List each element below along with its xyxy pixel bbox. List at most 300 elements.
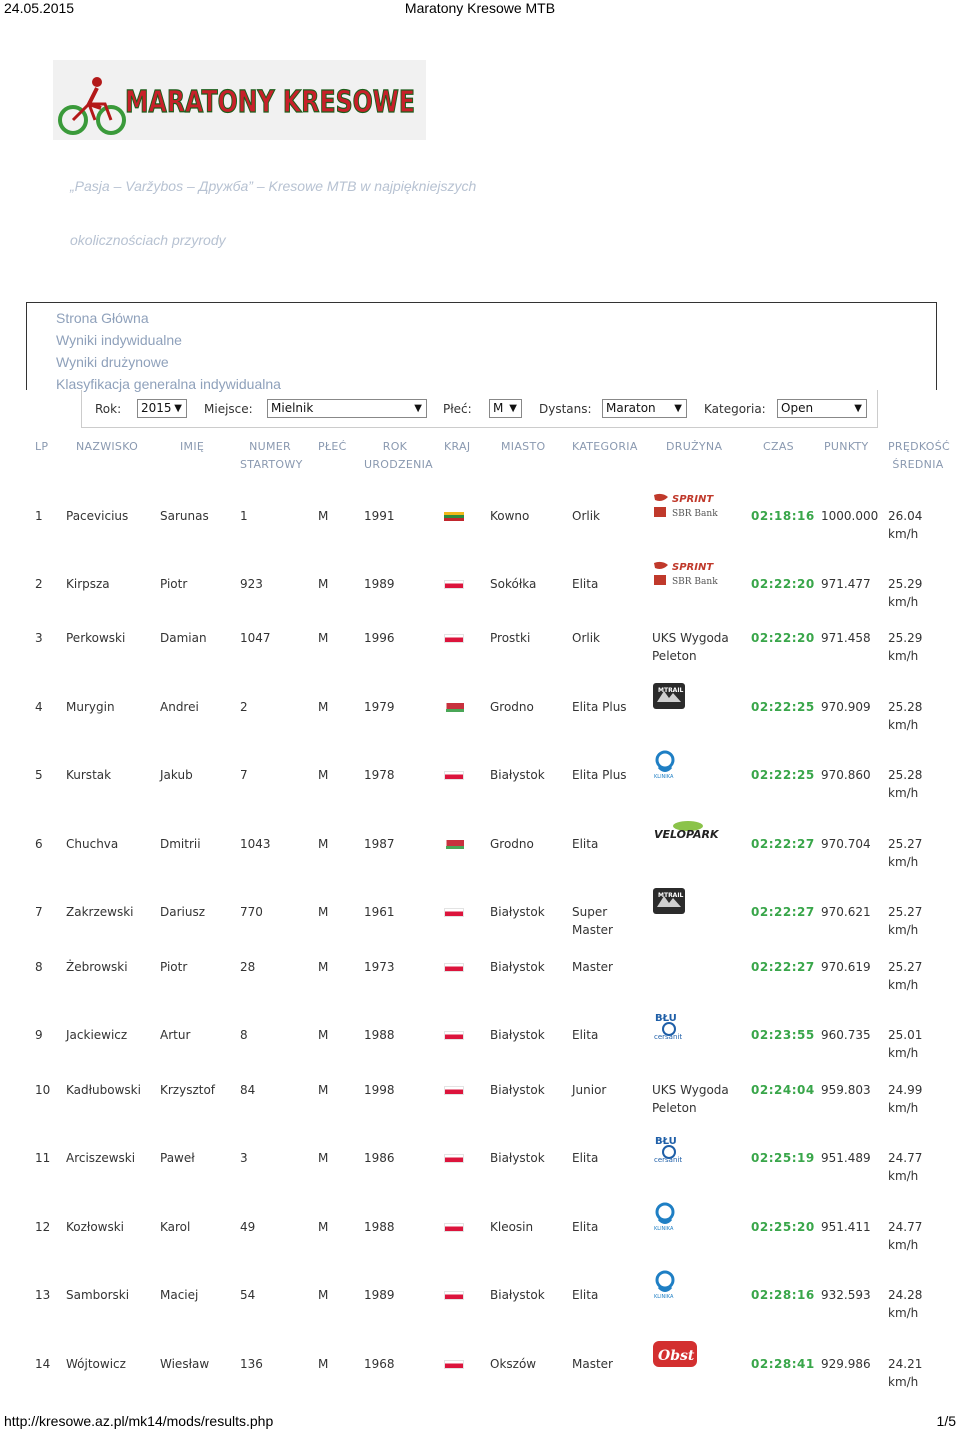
table-row[interactable] bbox=[0, 1083, 960, 1143]
cell-plec: M bbox=[318, 1151, 329, 1165]
cell-category-line2: Master bbox=[572, 923, 613, 937]
cell-kategoria: Orlik bbox=[572, 631, 600, 645]
cell-kategoria: Elita bbox=[572, 1151, 599, 1165]
cell-imie: Artur bbox=[160, 1028, 191, 1042]
filter-year-label: Rok: bbox=[95, 402, 122, 416]
cell-plec: M bbox=[318, 577, 329, 591]
cell-numer: 1 bbox=[240, 509, 248, 523]
cell-lp: 7 bbox=[35, 905, 43, 919]
table-row[interactable] bbox=[0, 960, 960, 1020]
cell-punkty: 1000.000 bbox=[821, 509, 879, 523]
cell-imie: Piotr bbox=[160, 577, 188, 591]
sprint-team-logo-icon bbox=[652, 491, 718, 522]
cell-predkosc bbox=[888, 1081, 922, 1117]
table-row[interactable] bbox=[0, 631, 960, 691]
table-row[interactable] bbox=[0, 892, 960, 965]
col-time[interactable]: CZAS bbox=[763, 440, 794, 453]
cell-plec: M bbox=[318, 837, 329, 851]
mtrail-team-logo-icon bbox=[652, 887, 686, 918]
filter-place-value: Mielnik bbox=[271, 401, 314, 415]
cell-lp: 2 bbox=[35, 577, 43, 591]
cell-lp: 11 bbox=[35, 1151, 51, 1165]
cell-nazwisko: Kurstak bbox=[66, 768, 112, 782]
cell-nazwisko: Chuchva bbox=[66, 837, 119, 851]
col-team[interactable]: DRUŻYNA bbox=[666, 440, 723, 453]
nav-item-general-classification[interactable]: Klasyfikacja generalna indywidualna bbox=[56, 376, 281, 392]
cell-punkty: 959.803 bbox=[821, 1083, 871, 1097]
cell-imie: Dmitrii bbox=[160, 837, 201, 851]
velopark-team-logo-icon bbox=[652, 819, 719, 848]
cell-miasto: Grodno bbox=[490, 700, 534, 714]
cell-czas: 02:28:16 bbox=[751, 1288, 815, 1302]
cell-nazwisko: Samborski bbox=[66, 1288, 130, 1302]
cell-punkty: 970.909 bbox=[821, 700, 871, 714]
chevron-down-icon: ▼ bbox=[509, 403, 517, 414]
filter-place-select[interactable] bbox=[267, 399, 427, 418]
cell-speed-unit: km/h bbox=[888, 1306, 919, 1320]
cell-imie: Dariusz bbox=[160, 905, 206, 919]
filter-gender-select[interactable] bbox=[489, 399, 522, 418]
cell-rok: 1978 bbox=[364, 768, 395, 782]
cell-numer: 1047 bbox=[240, 631, 271, 645]
cell-speed-unit: km/h bbox=[888, 1169, 919, 1183]
cell-rok: 1987 bbox=[364, 837, 395, 851]
cell-punkty: 951.489 bbox=[821, 1151, 871, 1165]
cell-nazwisko: Wójtowicz bbox=[66, 1357, 126, 1371]
filter-year-select[interactable] bbox=[137, 399, 187, 418]
cell-predkosc bbox=[888, 1149, 922, 1185]
cell-lp: 12 bbox=[35, 1220, 51, 1234]
cell-rok: 1996 bbox=[364, 631, 395, 645]
svg-text:cersanit: cersanit bbox=[654, 1033, 683, 1041]
cell-speed-value: 24.77 bbox=[888, 1151, 923, 1165]
print-header bbox=[0, 0, 960, 20]
cell-team-line2: Peleton bbox=[652, 1101, 697, 1115]
cell-speed-unit: km/h bbox=[888, 1238, 919, 1252]
cell-czas: 02:22:25 bbox=[751, 768, 815, 782]
cyclist-logo-icon bbox=[53, 60, 426, 140]
cell-miasto: Białystok bbox=[490, 1028, 545, 1042]
col-number[interactable] bbox=[240, 438, 303, 474]
cell-numer: 2 bbox=[240, 700, 248, 714]
cell-imie: Paweł bbox=[160, 1151, 195, 1165]
cell-plec: M bbox=[318, 631, 329, 645]
svg-text:SPRINT: SPRINT bbox=[672, 562, 714, 573]
cell-miasto: Grodno bbox=[490, 837, 534, 851]
col-gender[interactable]: PŁEĆ bbox=[318, 440, 347, 453]
print-page-number: 1/5 bbox=[936, 1413, 956, 1429]
cell-rok: 1979 bbox=[364, 700, 395, 714]
col-avg-speed-line1: PRĘDKOŚĆ bbox=[888, 440, 951, 453]
cell-speed-unit: km/h bbox=[888, 978, 919, 992]
print-footer bbox=[0, 1413, 960, 1433]
chevron-down-icon: ▼ bbox=[414, 403, 422, 414]
cell-speed-value: 24.77 bbox=[888, 1220, 923, 1234]
cell-speed-unit: km/h bbox=[888, 718, 919, 732]
filter-place-label: Miejsce: bbox=[204, 402, 253, 416]
klinika-team-logo-icon bbox=[652, 1202, 678, 1235]
results-filters bbox=[81, 390, 878, 428]
obst-team-logo-icon bbox=[652, 1339, 698, 1372]
tagline-line-1: „Pasja – Varžybos – Дружба” – Kresowe MTB w najpiękniejszych bbox=[70, 178, 477, 194]
cell-speed-value: 24.28 bbox=[888, 1288, 923, 1302]
cell-nazwisko: Pacevicius bbox=[66, 509, 129, 523]
cell-miasto: Białystok bbox=[490, 905, 545, 919]
cell-kategoria: Elita bbox=[572, 577, 599, 591]
cell-plec: M bbox=[318, 1357, 329, 1371]
tagline-line-2: okolicznościach przyrody bbox=[70, 232, 226, 248]
cell-predkosc bbox=[888, 507, 922, 543]
cell-lp: 1 bbox=[35, 509, 43, 523]
cell-speed-value: 24.21 bbox=[888, 1357, 923, 1371]
cell-rok: 1998 bbox=[364, 1083, 395, 1097]
cell-czas: 02:22:27 bbox=[751, 905, 815, 919]
lt-flag-icon bbox=[444, 512, 464, 521]
cell-speed-value: 25.27 bbox=[888, 905, 923, 919]
col-avg-speed-line2: ŚREDNIA bbox=[892, 458, 944, 471]
cell-rok: 1989 bbox=[364, 577, 395, 591]
cell-speed-unit: km/h bbox=[888, 595, 919, 609]
col-category[interactable]: KATEGORIA bbox=[572, 440, 638, 453]
svg-text:KLINIKA: KLINIKA bbox=[654, 1226, 674, 1232]
cell-team-line2: Peleton bbox=[652, 649, 697, 663]
cell-kategoria: Elita Plus bbox=[572, 768, 627, 782]
cell-speed-value: 26.04 bbox=[888, 509, 923, 523]
cell-miasto: Kleosin bbox=[490, 1220, 534, 1234]
cell-numer: 54 bbox=[240, 1288, 256, 1302]
nav-item-home[interactable]: Strona Główna bbox=[56, 310, 149, 326]
svg-text:BŁU: BŁU bbox=[655, 1136, 677, 1147]
cell-speed-unit: km/h bbox=[888, 649, 919, 663]
cell-speed-unit: km/h bbox=[888, 923, 919, 937]
cell-imie: Krzysztof bbox=[160, 1083, 216, 1097]
cell-punkty: 970.621 bbox=[821, 905, 871, 919]
cell-predkosc bbox=[888, 1026, 922, 1062]
cell-imie: Wiesław bbox=[160, 1357, 210, 1371]
cell-punkty: 971.458 bbox=[821, 631, 871, 645]
pl-flag-icon bbox=[444, 1086, 464, 1095]
cell-speed-unit: km/h bbox=[888, 1375, 919, 1389]
klinika-team-logo-icon bbox=[652, 1270, 678, 1303]
cell-rok: 1988 bbox=[364, 1028, 395, 1042]
cell-rok: 1986 bbox=[364, 1151, 395, 1165]
nav-item-individual-results[interactable]: Wyniki indywidualne bbox=[56, 332, 182, 348]
filter-category-value: Open bbox=[781, 401, 814, 415]
cell-predkosc bbox=[888, 1355, 922, 1391]
col-points[interactable]: PUNKTY bbox=[824, 440, 869, 453]
cell-nazwisko: Kirpsza bbox=[66, 577, 110, 591]
cell-miasto: Sokółka bbox=[490, 577, 537, 591]
cell-speed-unit: km/h bbox=[888, 1101, 919, 1115]
cell-team bbox=[652, 629, 729, 665]
cell-speed-value: 25.27 bbox=[888, 837, 923, 851]
filter-distance-label: Dystans: bbox=[539, 402, 592, 416]
cersanit-team-logo-icon bbox=[652, 1010, 686, 1047]
cell-predkosc bbox=[888, 766, 922, 802]
cell-lp: 3 bbox=[35, 631, 43, 645]
cell-punkty: 970.619 bbox=[821, 960, 871, 974]
cell-czas: 02:23:55 bbox=[751, 1028, 815, 1042]
cell-imie: Damian bbox=[160, 631, 207, 645]
cell-predkosc bbox=[888, 835, 922, 871]
cell-plec: M bbox=[318, 1288, 329, 1302]
print-url: http://kresowe.az.pl/mk14/mods/results.php bbox=[4, 1413, 274, 1429]
cell-kategoria: Master bbox=[572, 960, 613, 974]
col-lp[interactable]: LP bbox=[35, 440, 49, 453]
cell-predkosc bbox=[888, 903, 922, 939]
cell-kategoria: Elita bbox=[572, 1028, 599, 1042]
svg-text:SPRINT: SPRINT bbox=[672, 494, 714, 505]
by-flag-icon bbox=[444, 840, 464, 849]
table-row[interactable] bbox=[0, 1136, 960, 1211]
svg-text:KLINIKA: KLINIKA bbox=[654, 774, 674, 780]
by-flag-icon bbox=[444, 703, 464, 712]
table-row[interactable] bbox=[0, 494, 960, 569]
table-row[interactable] bbox=[0, 562, 960, 637]
cell-speed-value: 25.01 bbox=[888, 1028, 923, 1042]
cell-nazwisko: Zakrzewski bbox=[66, 905, 134, 919]
cell-kategoria: Junior bbox=[572, 1083, 607, 1097]
results-table-header bbox=[0, 438, 960, 478]
cell-plec: M bbox=[318, 509, 329, 523]
cell-imie: Piotr bbox=[160, 960, 188, 974]
cell-rok: 1988 bbox=[364, 1220, 395, 1234]
pl-flag-icon bbox=[444, 1154, 464, 1163]
cell-czas: 02:25:20 bbox=[751, 1220, 815, 1234]
cell-punkty: 970.704 bbox=[821, 837, 871, 851]
cell-punkty: 960.735 bbox=[821, 1028, 871, 1042]
cell-kategoria: Master bbox=[572, 1357, 613, 1371]
cell-numer: 84 bbox=[240, 1083, 256, 1097]
table-row[interactable] bbox=[0, 1013, 960, 1088]
cell-miasto: Okszów bbox=[490, 1357, 537, 1371]
cell-nazwisko: Żebrowski bbox=[66, 960, 128, 974]
cell-miasto: Białystok bbox=[490, 1083, 545, 1097]
chevron-down-icon: ▼ bbox=[854, 403, 862, 414]
cell-lp: 5 bbox=[35, 768, 43, 782]
cell-punkty: 929.986 bbox=[821, 1357, 871, 1371]
cell-czas: 02:22:27 bbox=[751, 837, 815, 851]
cell-speed-unit: km/h bbox=[888, 527, 919, 541]
cell-nazwisko: Kadłubowski bbox=[66, 1083, 141, 1097]
cell-czas: 02:25:19 bbox=[751, 1151, 815, 1165]
cell-predkosc bbox=[888, 958, 922, 994]
nav-item-team-results[interactable]: Wyniki drużynowe bbox=[56, 354, 169, 370]
filter-gender-value: M bbox=[493, 401, 504, 415]
cell-speed-unit: km/h bbox=[888, 1046, 919, 1060]
cell-lp: 14 bbox=[35, 1357, 51, 1371]
cell-miasto: Prostki bbox=[490, 631, 531, 645]
cell-rok: 1968 bbox=[364, 1357, 395, 1371]
cell-nazwisko: Arciszewski bbox=[66, 1151, 136, 1165]
cell-imie: Sarunas bbox=[160, 509, 209, 523]
col-surname[interactable]: NAZWISKO bbox=[76, 440, 139, 453]
cell-plec: M bbox=[318, 960, 329, 974]
svg-text:MTRAIL: MTRAIL bbox=[658, 892, 684, 899]
cell-speed-value: 25.27 bbox=[888, 960, 923, 974]
table-row[interactable] bbox=[0, 1348, 960, 1417]
cell-imie: Jakub bbox=[160, 768, 193, 782]
cell-predkosc bbox=[888, 1218, 922, 1254]
cell-team-line1: UKS Wygoda bbox=[652, 1083, 729, 1097]
cell-miasto: Białystok bbox=[490, 1151, 545, 1165]
chevron-down-icon: ▼ bbox=[674, 403, 682, 414]
cell-kategoria: Orlik bbox=[572, 509, 600, 523]
col-number-line1: NUMER bbox=[249, 440, 291, 453]
cell-kategoria: Elita bbox=[572, 1288, 599, 1302]
cell-rok: 1973 bbox=[364, 960, 395, 974]
cell-speed-value: 24.99 bbox=[888, 1083, 923, 1097]
cell-speed-unit: km/h bbox=[888, 786, 919, 800]
cell-miasto: Białystok bbox=[490, 960, 545, 974]
svg-text:Obst: Obst bbox=[658, 1348, 695, 1364]
cell-predkosc bbox=[888, 629, 922, 665]
cell-rok: 1989 bbox=[364, 1288, 395, 1302]
cell-czas: 02:22:20 bbox=[751, 631, 815, 645]
cell-numer: 49 bbox=[240, 1220, 256, 1234]
cell-czas: 02:18:16 bbox=[751, 509, 815, 523]
cell-numer: 7 bbox=[240, 768, 248, 782]
cell-numer: 3 bbox=[240, 1151, 248, 1165]
cell-nazwisko: Jackiewicz bbox=[66, 1028, 128, 1042]
cell-speed-value: 25.28 bbox=[888, 768, 923, 782]
logo-text: MARATONY KRESOWE bbox=[125, 85, 415, 120]
cell-numer: 28 bbox=[240, 960, 256, 974]
col-birth-year-line1: ROK bbox=[382, 440, 408, 453]
cell-kategoria: Elita bbox=[572, 1220, 599, 1234]
filter-category-select[interactable] bbox=[777, 399, 867, 418]
cell-lp: 9 bbox=[35, 1028, 43, 1042]
pl-flag-icon bbox=[444, 1031, 464, 1040]
cell-numer: 923 bbox=[240, 577, 263, 591]
cell-numer: 770 bbox=[240, 905, 263, 919]
svg-text:SBR Bank: SBR Bank bbox=[672, 577, 718, 587]
cell-speed-value: 25.29 bbox=[888, 577, 923, 591]
print-title: Maratony Kresowe MTB bbox=[404, 0, 556, 16]
cell-kategoria: Elita bbox=[572, 837, 599, 851]
cell-czas: 02:22:20 bbox=[751, 577, 815, 591]
table-row[interactable] bbox=[0, 768, 960, 828]
cell-team-line1: UKS Wygoda bbox=[652, 631, 729, 645]
cell-plec: M bbox=[318, 1220, 329, 1234]
col-firstname[interactable]: IMIĘ bbox=[180, 440, 205, 453]
cell-predkosc bbox=[888, 698, 922, 734]
sprint-team-logo-icon bbox=[652, 559, 718, 590]
table-row[interactable] bbox=[0, 828, 960, 897]
filter-gender-label: Płeć: bbox=[443, 402, 472, 416]
cell-rok: 1961 bbox=[364, 905, 395, 919]
table-row[interactable] bbox=[0, 1288, 960, 1348]
cell-punkty: 932.593 bbox=[821, 1288, 871, 1302]
cell-rok: 1991 bbox=[364, 509, 395, 523]
col-birth-year[interactable] bbox=[364, 438, 434, 474]
svg-text:BŁU: BŁU bbox=[655, 1013, 677, 1024]
main-nav bbox=[26, 302, 937, 390]
col-avg-speed[interactable] bbox=[888, 438, 951, 474]
cell-imie: Andrei bbox=[160, 700, 199, 714]
cell-speed-unit: km/h bbox=[888, 855, 919, 869]
cell-czas: 02:24:04 bbox=[751, 1083, 815, 1097]
cell-imie: Karol bbox=[160, 1220, 191, 1234]
col-number-line2: STARTOWY bbox=[240, 458, 303, 471]
cell-predkosc bbox=[888, 1286, 922, 1322]
chevron-down-icon: ▼ bbox=[174, 403, 182, 414]
cell-lp: 10 bbox=[35, 1083, 51, 1097]
cell-nazwisko: Kozłowski bbox=[66, 1220, 125, 1234]
svg-text:VELOPARK: VELOPARK bbox=[654, 828, 719, 841]
klinika-team-logo-icon bbox=[652, 750, 678, 783]
cell-plec: M bbox=[318, 905, 329, 919]
cell-imie: Maciej bbox=[160, 1288, 199, 1302]
pl-flag-icon bbox=[444, 634, 464, 643]
cell-category-line1: Super bbox=[572, 905, 608, 919]
cell-miasto: Kowno bbox=[490, 509, 530, 523]
cell-team bbox=[652, 1081, 729, 1117]
filter-year-value: 2015 bbox=[141, 401, 172, 415]
cell-lp: 13 bbox=[35, 1288, 51, 1302]
cell-speed-value: 25.29 bbox=[888, 631, 923, 645]
cersanit-team-logo-icon bbox=[652, 1133, 686, 1170]
pl-flag-icon bbox=[444, 908, 464, 917]
pl-flag-icon bbox=[444, 1291, 464, 1300]
cell-punkty: 951.411 bbox=[821, 1220, 871, 1234]
cell-plec: M bbox=[318, 1083, 329, 1097]
site-logo[interactable] bbox=[53, 60, 426, 140]
filter-category-label: Kategoria: bbox=[704, 402, 766, 416]
cell-kategoria: Elita Plus bbox=[572, 700, 627, 714]
svg-text:MTRAIL: MTRAIL bbox=[658, 687, 684, 694]
svg-text:SBR Bank: SBR Bank bbox=[672, 509, 718, 519]
cell-plec: M bbox=[318, 700, 329, 714]
cell-miasto: Białystok bbox=[490, 1288, 545, 1302]
table-row[interactable] bbox=[0, 1220, 960, 1280]
cell-speed-value: 25.28 bbox=[888, 700, 923, 714]
cell-lp: 6 bbox=[35, 837, 43, 851]
pl-flag-icon bbox=[444, 1223, 464, 1232]
cell-lp: 8 bbox=[35, 960, 43, 974]
cell-plec: M bbox=[318, 768, 329, 782]
cell-numer: 1043 bbox=[240, 837, 271, 851]
svg-text:KLINIKA: KLINIKA bbox=[654, 1294, 674, 1300]
cell-czas: 02:28:41 bbox=[751, 1357, 815, 1371]
cell-czas: 02:22:27 bbox=[751, 960, 815, 974]
cell-miasto: Białystok bbox=[490, 768, 545, 782]
cell-numer: 136 bbox=[240, 1357, 263, 1371]
cell-numer: 8 bbox=[240, 1028, 248, 1042]
table-row[interactable] bbox=[0, 687, 960, 760]
filter-distance-select[interactable] bbox=[602, 399, 687, 418]
pl-flag-icon bbox=[444, 1360, 464, 1369]
mtrail-team-logo-icon bbox=[652, 682, 686, 713]
col-country[interactable]: KRAJ bbox=[444, 440, 471, 453]
pl-flag-icon bbox=[444, 580, 464, 589]
cell-kategoria bbox=[572, 903, 613, 939]
print-date: 24.05.2015 bbox=[4, 0, 75, 16]
cell-punkty: 971.477 bbox=[821, 577, 871, 591]
svg-text:cersanit: cersanit bbox=[654, 1156, 683, 1164]
cell-nazwisko: Perkowski bbox=[66, 631, 126, 645]
pl-flag-icon bbox=[444, 771, 464, 780]
cell-plec: M bbox=[318, 1028, 329, 1042]
cell-czas: 02:22:25 bbox=[751, 700, 815, 714]
cell-lp: 4 bbox=[35, 700, 43, 714]
cell-predkosc bbox=[888, 575, 922, 611]
col-birth-year-line2: URODZENIA bbox=[364, 458, 434, 471]
cell-nazwisko: Murygin bbox=[66, 700, 115, 714]
col-city[interactable]: MIASTO bbox=[501, 440, 546, 453]
pl-flag-icon bbox=[444, 963, 464, 972]
filter-distance-value: Maraton bbox=[606, 401, 656, 415]
